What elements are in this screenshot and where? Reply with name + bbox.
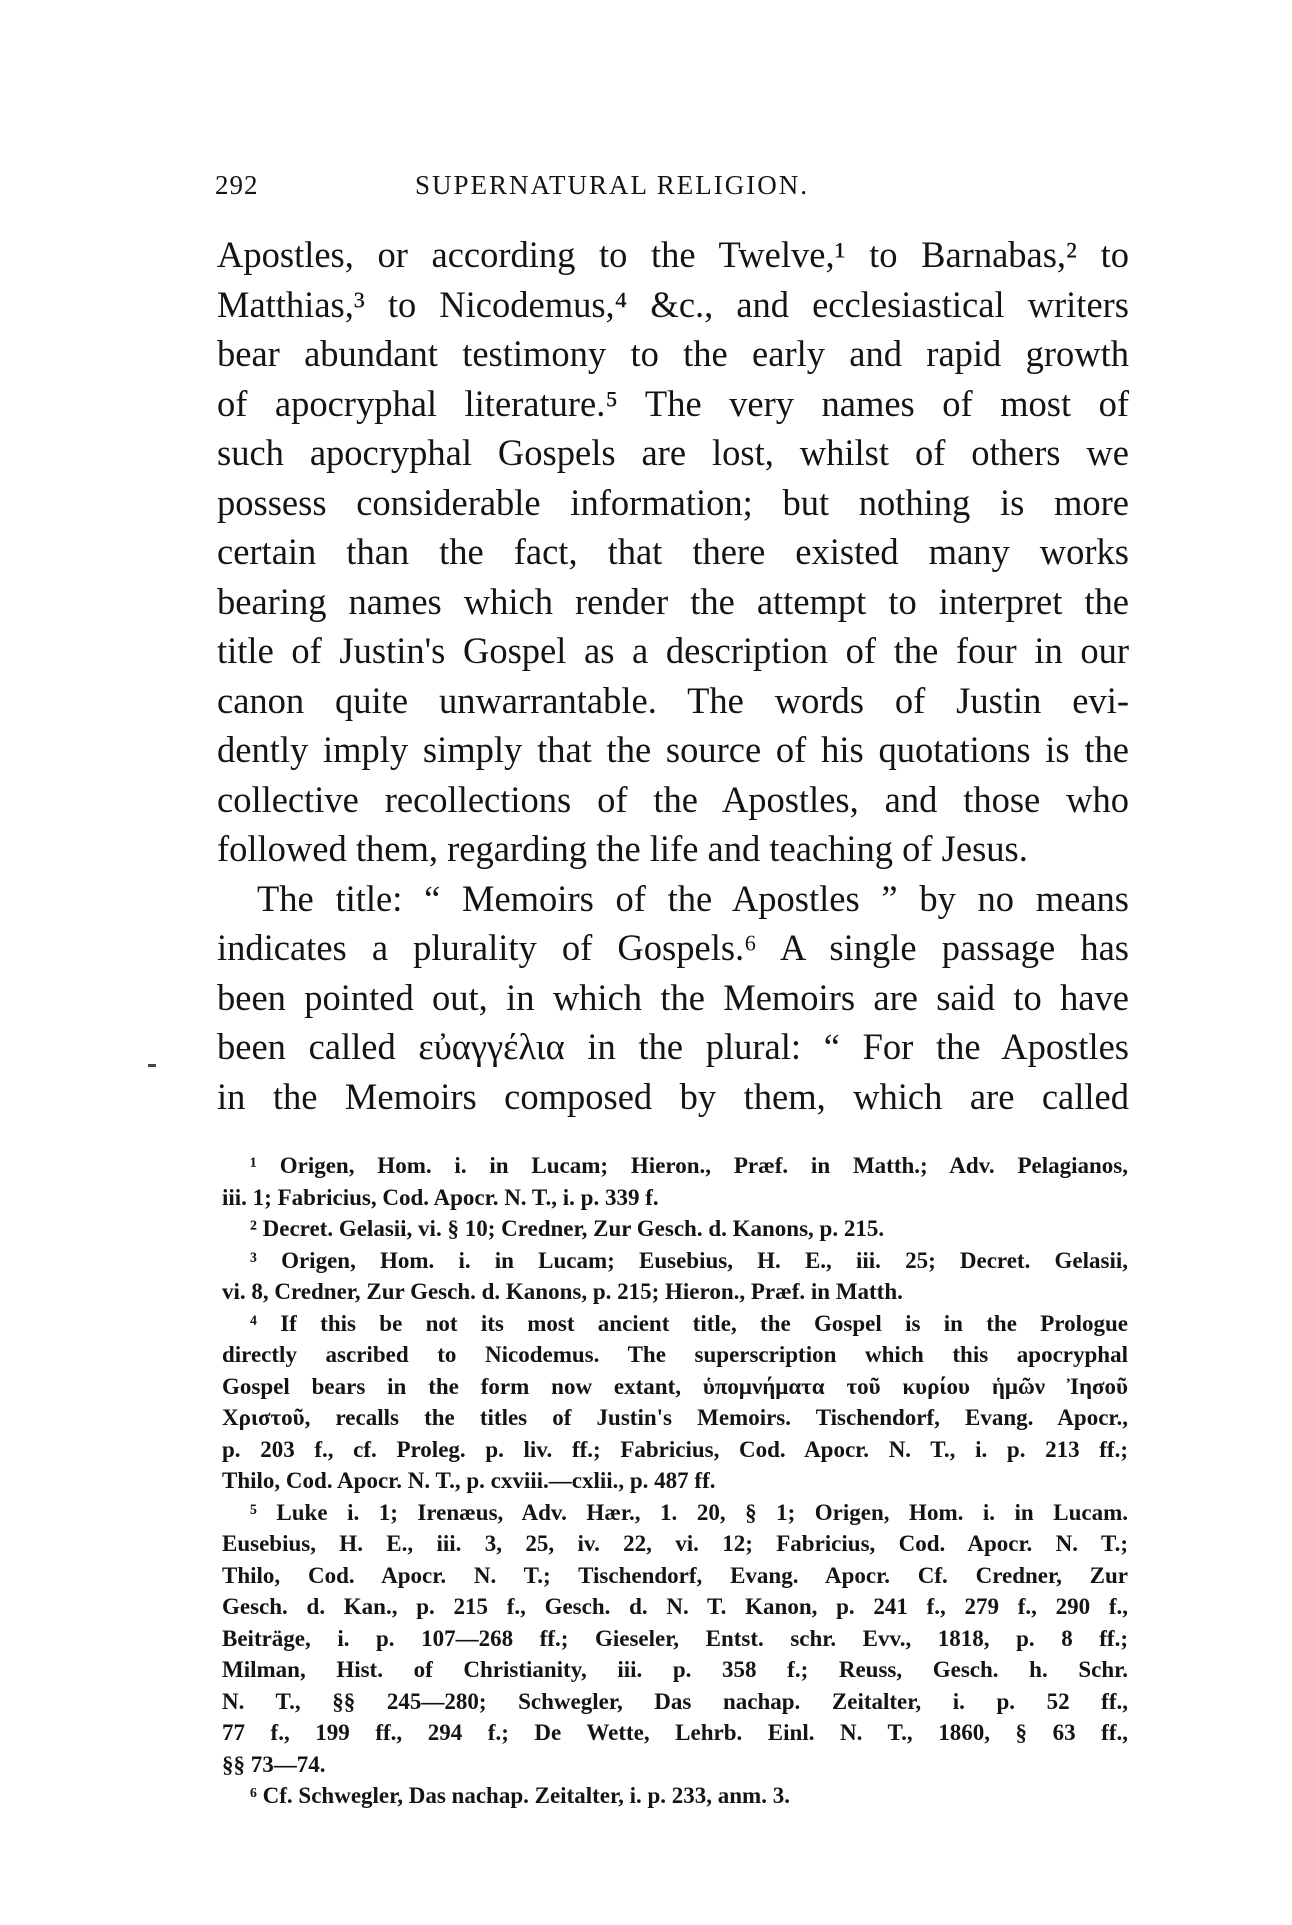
footnote-line: 77 f., 199 ff., 294 f.; De Wette, Lehrb. Einl. N. T., 1860, § 63 ff.,	[222, 1720, 1128, 1745]
body-line: been called εὐαγγέλια in the plural: “ For the Apostles	[217, 1026, 1129, 1067]
running-title: SUPERNATURAL RELIGION.	[415, 170, 809, 200]
body-line: title of Justin's Gospel as a description of the four in our	[217, 630, 1129, 671]
footnote-line: Eusebius, H. E., iii. 3, 25, iv. 22, vi. 12; Fabricius, Cod. Apocr. N. T.;	[222, 1531, 1128, 1556]
footnote-line: Gospel bears in the form now extant, ὑπομνήματα τοῦ κυρίου ἡμῶν Ἰησοῦ	[222, 1373, 1128, 1399]
footnote-line: ⁴ If this be not its most ancient title, the Gospel is in the Prologue	[250, 1310, 1128, 1336]
footnote-line: vi. 8, Credner, Zur Gesch. d. Kanons, p. 215; Hieron., Præf. in Matth.	[222, 1279, 903, 1304]
footnote-line: ¹ Origen, Hom. i. in Lucam; Hieron., Præf. in Matth.; Adv. Pelagianos,	[250, 1153, 1128, 1178]
body-line: dently imply simply that the source of his quotations is the	[217, 729, 1129, 770]
body-line: bear abundant testimony to the early and rapid growth	[217, 333, 1129, 374]
footnote-line: Milman, Hist. of Christianity, iii. p. 358 f.; Reuss, Gesch. h. Schr.	[222, 1657, 1128, 1682]
page-number: 292	[215, 170, 259, 200]
body-line: possess considerable information; but nothing is more	[217, 481, 1129, 523]
footnote-line: ⁵ Luke i. 1; Irenæus, Adv. Hær., 1. 20, § 1; Origen, Hom. i. in Lucam.	[250, 1499, 1128, 1525]
margin-mark	[148, 1064, 156, 1067]
body-line: canon quite unwarrantable. The words of Justin evi-	[217, 679, 1129, 721]
footnote-line: p. 203 f., cf. Proleg. p. liv. ff.; Fabricius, Cod. Apocr. N. T., i. p. 213 ff.;	[222, 1436, 1128, 1462]
body-line: Matthias,³ to Nicodemus,⁴ &c., and ecclesiastical writers	[217, 283, 1129, 325]
body-line: Apostles, or according to the Twelve,¹ to Barnabas,² to	[217, 234, 1129, 275]
footnote-line: iii. 1; Fabricius, Cod. Apocr. N. T., i. p. 339 f.	[222, 1184, 659, 1210]
body-line: been pointed out, in which the Memoirs are said to have	[217, 976, 1129, 1018]
footnote-line: §§ 73—74.	[222, 1751, 326, 1777]
body-line: collective recollections of the Apostles, and those who	[217, 778, 1129, 820]
body-line: followed them, regarding the life and teaching of Jesus.	[217, 828, 1028, 869]
running-head	[215, 170, 1115, 210]
body-line: The title: “ Memoirs of the Apostles ” by no means	[257, 877, 1129, 919]
footnote-line: ³ Origen, Hom. i. in Lucam; Eusebius, H. E., iii. 25; Decret. Gelasii,	[250, 1247, 1128, 1273]
footnote-line: Χριστοῦ, recalls the titles of Justin's Memoirs. Tischendorf, Evang. Apocr.,	[222, 1405, 1128, 1430]
footnote-line: ⁶ Cf. Schwegler, Das nachap. Zeitalter, i. p. 233, anm. 3.	[250, 1783, 790, 1808]
body-line: certain than the fact, that there existed many works	[217, 531, 1129, 572]
footnote-line: directly ascribed to Nicodemus. The superscription which this apocryphal	[222, 1342, 1128, 1367]
footnote-line: N. T., §§ 245—280; Schwegler, Das nachap. Zeitalter, i. p. 52 ff.,	[222, 1688, 1128, 1714]
footnote-line: ² Decret. Gelasii, vi. § 10; Credner, Zur Gesch. d. Kanons, p. 215.	[250, 1216, 885, 1241]
footnote-line: Gesch. d. Kan., p. 215 f., Gesch. d. N. T. Kanon, p. 241 f., 279 f., 290 f.,	[222, 1594, 1128, 1619]
body-line: of apocryphal literature.⁵ The very names of most of	[217, 382, 1129, 424]
body-text	[217, 230, 1129, 1121]
body-line: such apocryphal Gospels are lost, whilst of others we	[217, 432, 1129, 473]
body-line: bearing names which render the attempt to interpret the	[217, 580, 1129, 622]
body-line: in the Memoirs composed by them, which are called	[217, 1075, 1129, 1117]
footnotes	[222, 1150, 1128, 1812]
footnote-line: Thilo, Cod. Apocr. N. T.; Tischendorf, Evang. Apocr. Cf. Credner, Zur	[222, 1562, 1128, 1588]
body-line: indicates a plurality of Gospels.⁶ A single passage has	[217, 927, 1129, 968]
footnote-line: Thilo, Cod. Apocr. N. T., p. cxviii.—cxlii., p. 487 ff.	[222, 1468, 716, 1493]
footnote-line: Beiträge, i. p. 107—268 ff.; Gieseler, Entst. schr. Evv., 1818, p. 8 ff.;	[222, 1625, 1128, 1651]
